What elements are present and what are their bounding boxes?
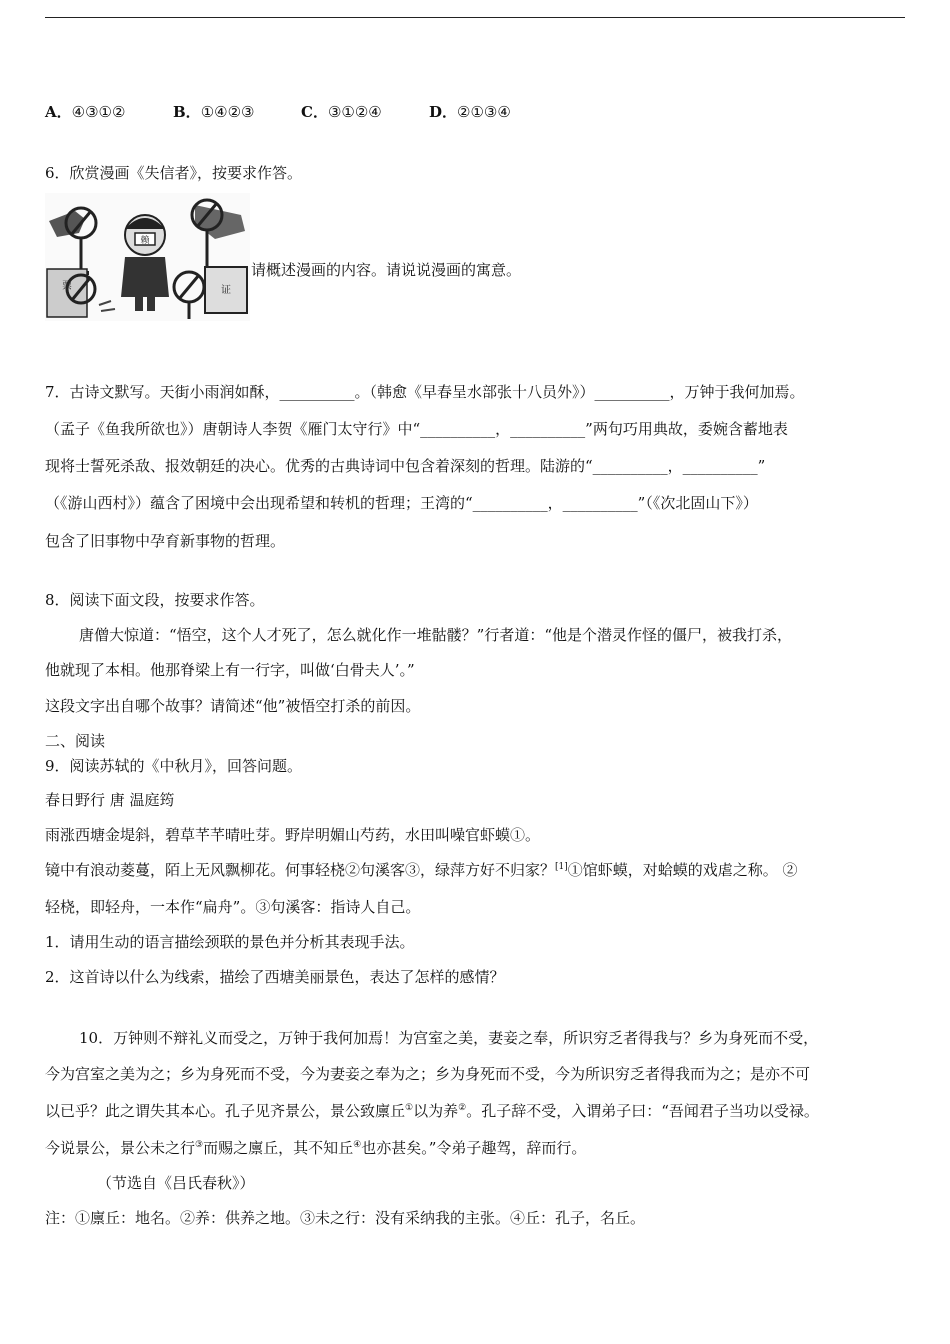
footnote-marker: ② bbox=[458, 1103, 467, 1113]
footnote-marker: ③ bbox=[195, 1140, 204, 1150]
q9-line2-note: ①馆虾蟆，对蛤蟆的戏虐之称。 ② bbox=[567, 861, 798, 879]
q10-line-3 bbox=[45, 1101, 819, 1121]
q9-line2-text: 镜中有浪动菱蔓，陌上无风飘柳花。何事轻桡②句溪客③，绿萍方好不归家？ bbox=[45, 861, 556, 879]
q9-poem-title: 春日野行 唐 温庭筠 bbox=[45, 791, 175, 809]
q7-line-3: 现将士誓死杀敌、报效朝廷的决心。优秀的古典诗词中包含着深刻的哲理。陆游的“__________，__________” bbox=[45, 457, 766, 475]
q10-line-1: 10．万钟则不辩礼义而受之，万钟于我何加焉！为宫室之美，妻妾之奉，所识穷乏者得我与？乡为身死而不受， bbox=[79, 1029, 819, 1047]
footnote-marker: ④ bbox=[353, 1140, 362, 1150]
option-b-value: ①④②③ bbox=[200, 103, 255, 121]
q7-line-5: 包含了旧事物中孕育新事物的哲理。 bbox=[45, 532, 286, 550]
option-d-label: D． bbox=[429, 103, 458, 121]
q6-prompt: 请概述漫画的内容。请说说漫画的寓意。 bbox=[251, 261, 522, 279]
option-a-label: A． bbox=[45, 103, 72, 121]
q8-question: 这段文字出自哪个故事？请简述“他”被悟空打杀的前因。 bbox=[45, 697, 421, 715]
q10-notes: 注：①廪丘：地名。②养：供养之地。③未之行：没有采纳我的主张。④丘：孔子，名丘。 bbox=[45, 1209, 646, 1227]
q10-source: （节选自《吕氏春秋》） bbox=[97, 1174, 255, 1192]
q10-line4-b: 而赐之廪丘，其不知丘 bbox=[203, 1139, 354, 1157]
option-c-label: C． bbox=[301, 103, 328, 121]
header-rule bbox=[45, 17, 905, 18]
q9-sub-2: 2．这首诗以什么为线索，描绘了西塘美丽景色，表达了怎样的感情？ bbox=[45, 968, 505, 986]
cartoon-face-label: 赖 bbox=[140, 236, 150, 246]
q9-sub-1: 1．请用生动的语言描绘颈联的景色并分析其表现手法。 bbox=[45, 933, 415, 951]
cartoon-book-label: 票 bbox=[62, 281, 72, 292]
section-heading: 二、阅读 bbox=[45, 732, 106, 750]
option-c-value: ③①②④ bbox=[327, 103, 382, 121]
option-b-label: B． bbox=[173, 103, 201, 121]
footnote-marker: [1] bbox=[555, 862, 568, 872]
q9-poem-line-2 bbox=[45, 860, 798, 880]
q9-poem-line-3: 轻桡，即轻舟，一本作“扁舟”。③句溪客：指诗人自己。 bbox=[45, 898, 421, 916]
cartoon-card-label: 证 bbox=[221, 285, 231, 296]
q10-line4-a: 今说景公，景公未之行 bbox=[45, 1139, 196, 1157]
q8-title: 8．阅读下面文段，按要求作答。 bbox=[45, 591, 265, 609]
q8-passage-1: 唐僧大惊道：“悟空，这个人才死了，怎么就化作一堆骷髅？”行者道：“他是个潜灵作怪的僵尸，被我打杀， bbox=[79, 626, 793, 644]
q10-line-2: 今为宫室之美为之；乡为身死而不受，今为妻妾之奉为之；乡为身死而不受，今为所识穷乏者得我而为之；是亦不可 bbox=[45, 1065, 811, 1083]
q9-poem-line-1: 雨涨西塘金堤斜，碧草芊芊晴吐芽。野岸明媚山芍药，水田叫噪官虾蟆①。 bbox=[45, 826, 541, 844]
q7-line-2: （孟子《鱼我所欲也》）唐朝诗人李贺《雁门太守行》中“__________，__________”两句巧用典故，委婉含蓄地表 bbox=[45, 420, 788, 438]
q6-title: 6．欣赏漫画《失信者》，按要求作答。 bbox=[45, 164, 303, 182]
q8-passage-2: 他就现了本相。他那脊梁上有一行字，叫做‘白骨夫人’。” bbox=[45, 661, 415, 679]
q10-line4-c: 也亦甚矣。”令弟子趣驾，辞而行。 bbox=[361, 1139, 587, 1157]
q5-options bbox=[45, 102, 511, 122]
footnote-marker: ① bbox=[405, 1103, 414, 1113]
option-d-value: ②①③④ bbox=[457, 103, 511, 121]
q9-title: 9．阅读苏轼的《中秋月》，回答问题。 bbox=[45, 757, 303, 775]
cartoon-illustration bbox=[45, 193, 250, 321]
q10-line3-c: 。孔子辞不受，入谓弟子曰：“吾闻君子当功以受禄。 bbox=[466, 1102, 819, 1120]
q10-line3-a: 以已乎？此之谓失其本心。孔子见齐景公，景公致廪丘 bbox=[45, 1102, 406, 1120]
q10-line3-b: 以为养 bbox=[413, 1102, 459, 1120]
q7-line-1: 7．古诗文默写。天街小雨润如酥，__________。（韩愈《早春呈水部张十八员外》）__________，万钟于我何加焉。 bbox=[45, 383, 805, 401]
option-a-value: ④③①② bbox=[71, 103, 126, 121]
q10-line-4 bbox=[45, 1138, 586, 1158]
q7-line-4: （《游山西村》）蕴含了困境中会出现希望和转机的哲理；王湾的“__________，__________”（《次北固山下》） bbox=[45, 494, 758, 512]
